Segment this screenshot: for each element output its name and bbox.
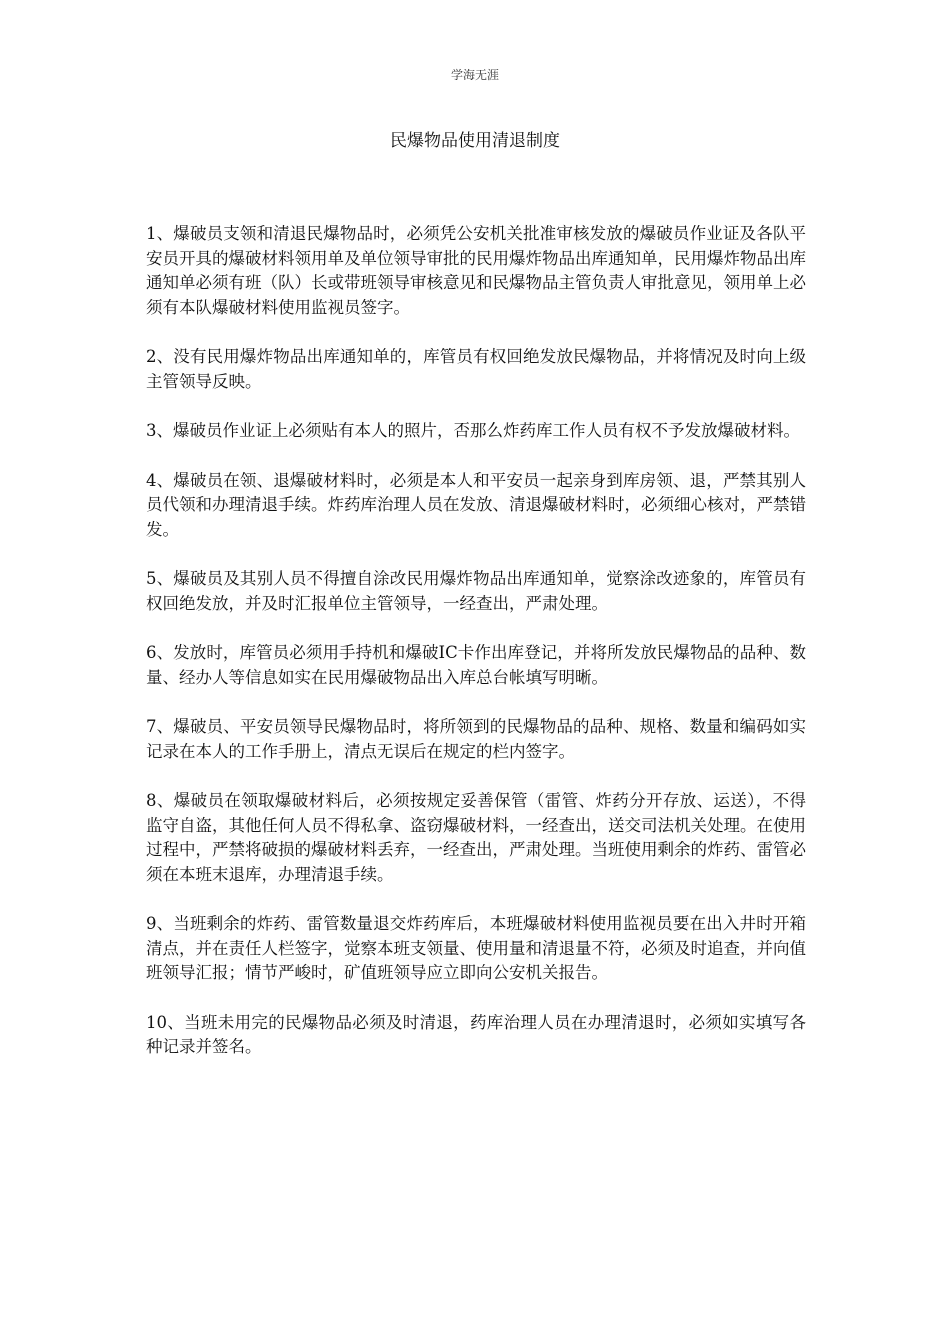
paragraph-7: 7、爆破员、平安员领导民爆物品时，将所领到的民爆物品的品种、规格、数量和编码如实记录在本人的工作手册上，清点无误后在规定的栏内签字。	[146, 717, 806, 761]
paragraph-2: 2、没有民用爆炸物品出库通知单的，库管员有权回绝发放民爆物品，并将情况及时向上级主管领导反映。	[146, 347, 806, 391]
paragraph-4: 4、爆破员在领、退爆破材料时，必须是本人和平安员一起亲身到库房领、退，严禁其别人员代领和办理清退手续。炸药库治理人员在发放、清退爆破材料时，必须细心核对，严禁错发。	[146, 470, 806, 539]
page-header: 学海无涯	[450, 68, 499, 82]
document-title: 民爆物品使用清退制度	[390, 131, 560, 151]
paragraph-5: 5、爆破员及其别人员不得擅自涂改民用爆炸物品出库通知单，觉察涂改迹象的，库管员有权回绝发放，并及时汇报单位主管领导，一经查出，严肃处理。	[146, 569, 806, 613]
paragraph-8: 8、爆破员在领取爆破材料后，必须按规定妥善保管（雷管、炸药分开存放、运送），不得监守自盗，其他任何人员不得私拿、盗窃爆破材料，一经查出，送交司法机关处理。在使用过程中，严禁将破损的爆破材料丢弃，一经查出，严肃处理。当班使用剩余的炸药、雷管必须在本班末退库，办理清退手续。	[146, 791, 806, 884]
paragraph-6: 6、发放时，库管员必须用手持机和爆破IC卡作出库登记，并将所发放民爆物品的品种、数量、经办人等信息如实在民用爆破物品出入库总台帐填写明晰。	[146, 643, 806, 687]
paragraph-3: 3、爆破员作业证上必须贴有本人的照片，否那么炸药库工作人员有权不予发放爆破材料。	[146, 421, 800, 440]
paragraph-1: 1、爆破员支领和清退民爆物品时，必须凭公安机关批准审核发放的爆破员作业证及各队平安员开具的爆破材料领用单及单位领导审批的民用爆炸物品出库通知单，民用爆炸物品出库通知单必须有班（队）长或带班领导审核意见和民爆物品主管负责人审批意见，领用单上必须有本队爆破材料使用监视员签字。	[146, 224, 806, 317]
paragraph-10: 10、当班未用完的民爆物品必须及时清退，药库治理人员在办理清退时，必须如实填写各种记录并签名。	[146, 1012, 806, 1056]
document-body	[146, 222, 806, 1085]
paragraph-9: 9、当班剩余的炸药、雷管数量退交炸药库后，本班爆破材料使用监视员要在出入井时开箱清点，并在责任人栏签字，觉察本班支领量、使用量和清退量不符，必须及时追查，并向值班领导汇报；情节严峻时，矿值班领导应立即向公安机关报告。	[146, 914, 806, 982]
